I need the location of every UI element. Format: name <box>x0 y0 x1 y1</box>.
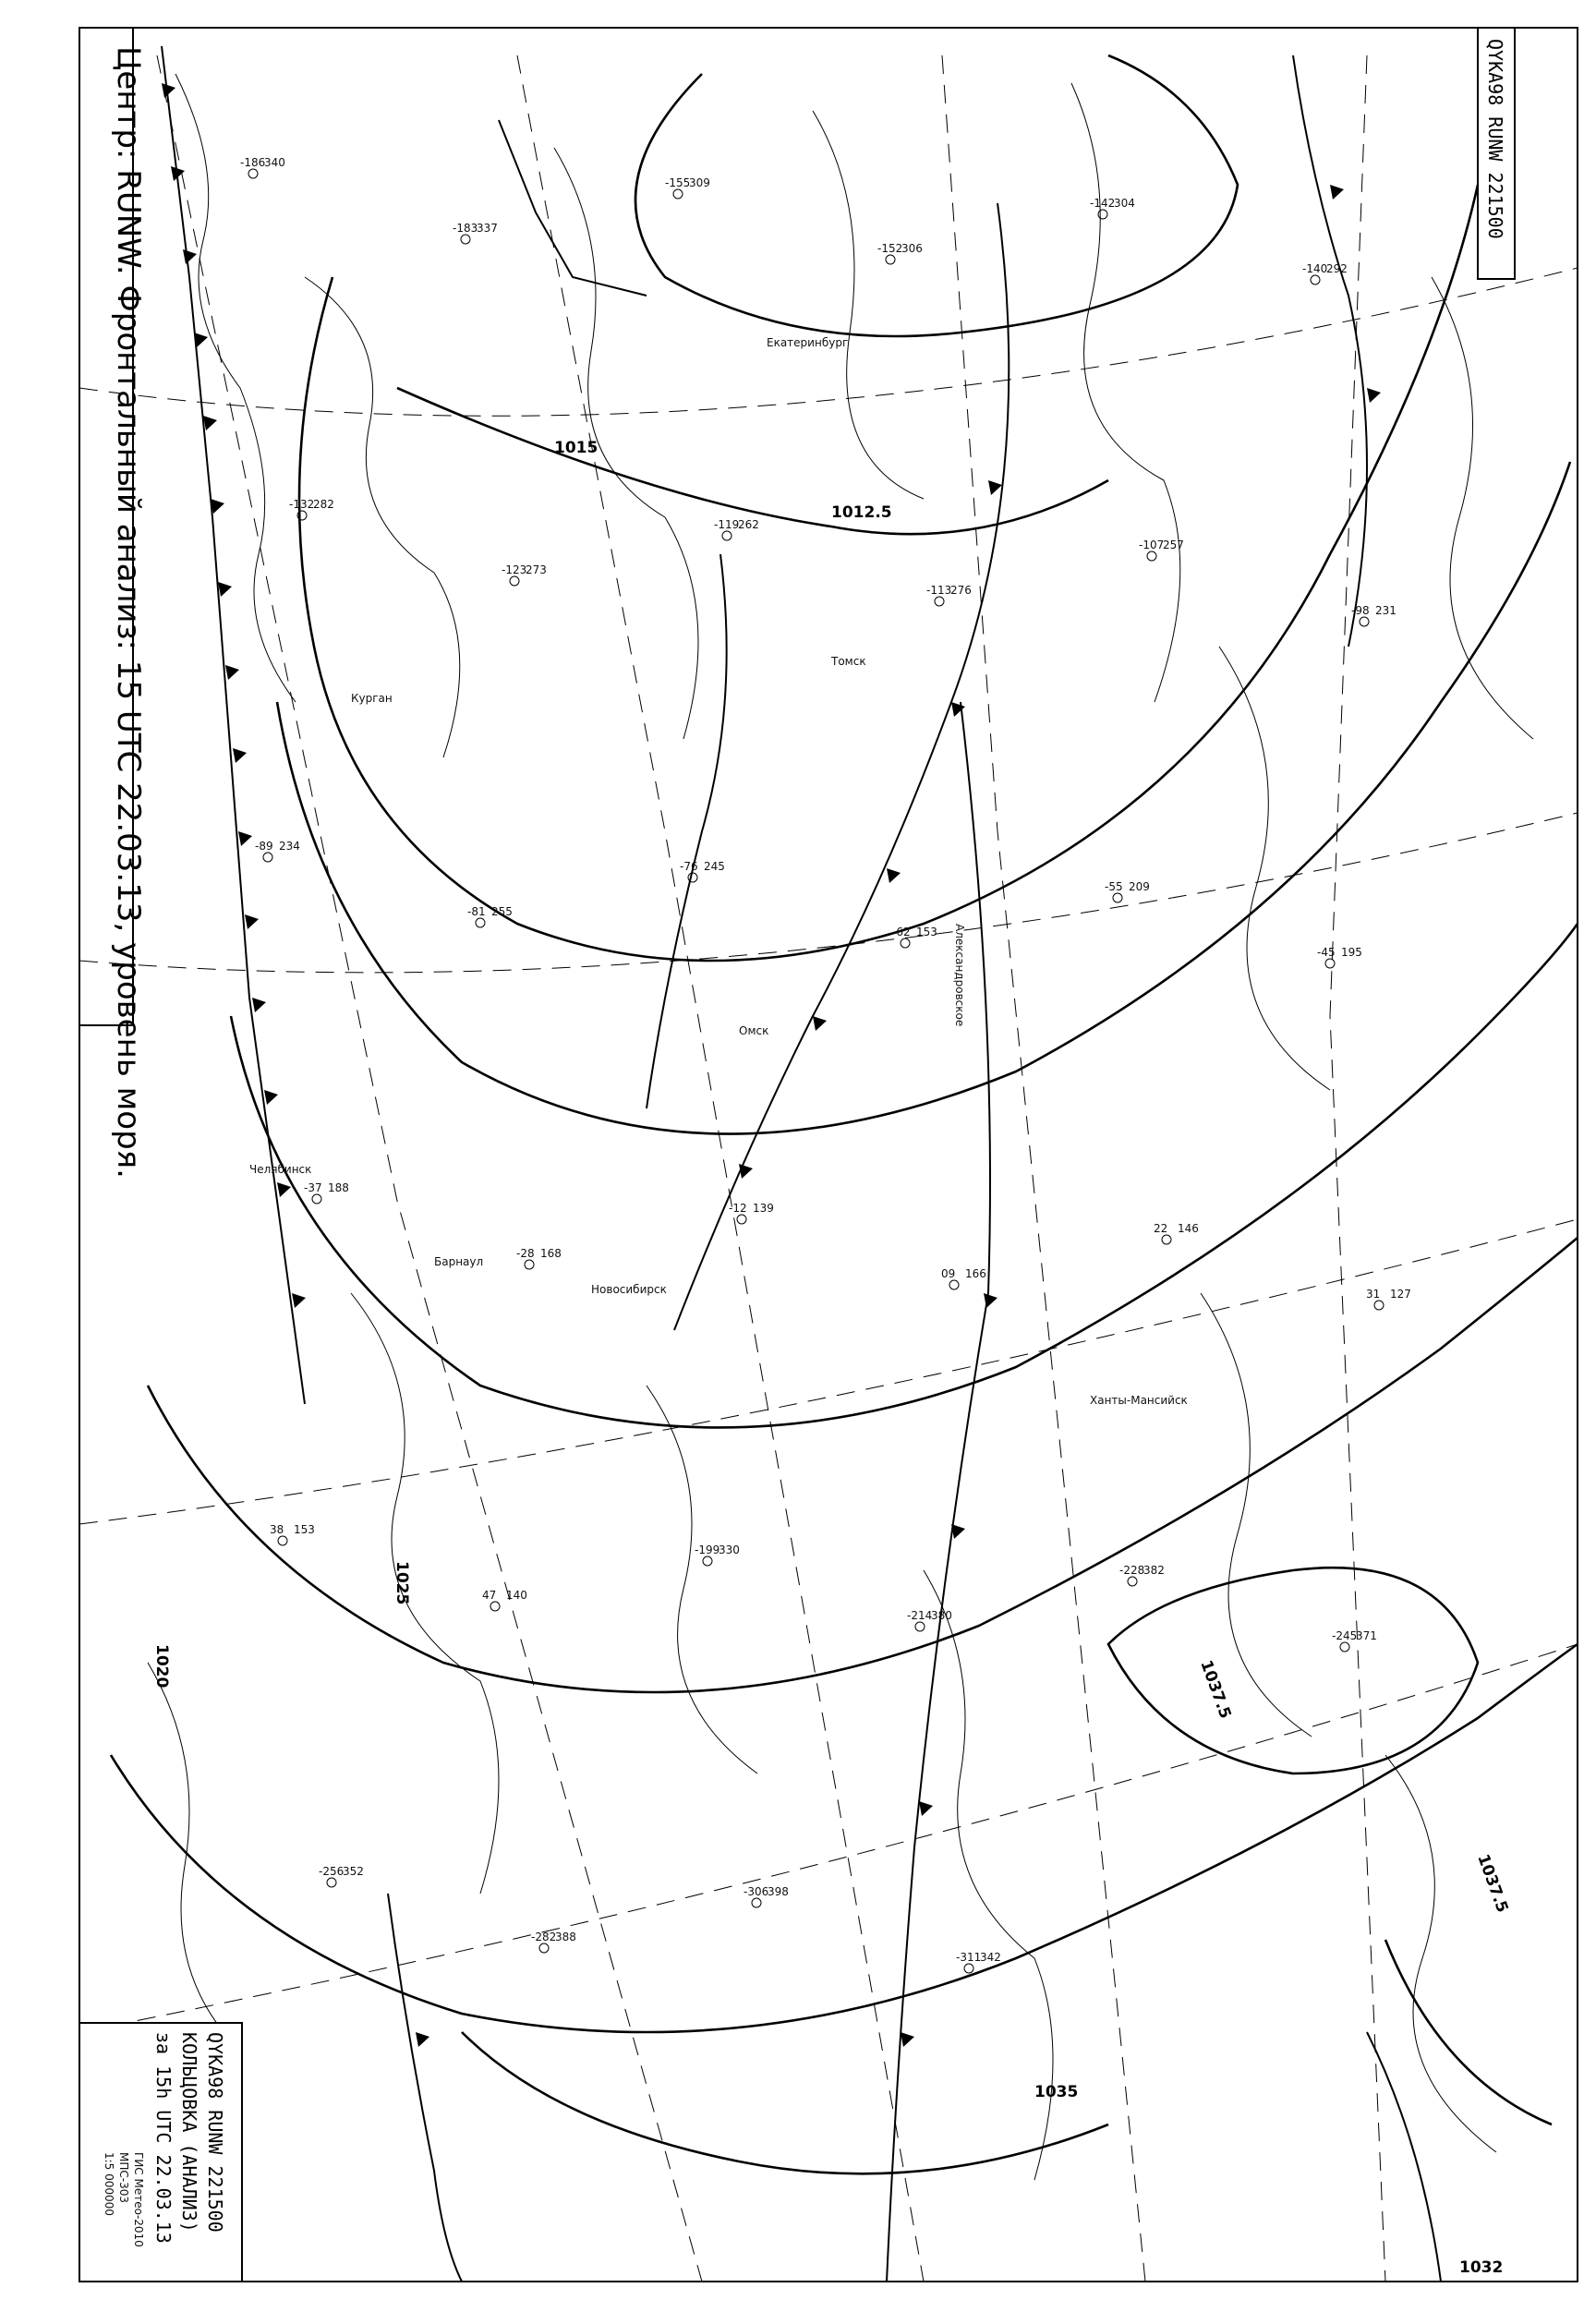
station-value: 282 <box>313 498 334 511</box>
station-circle <box>1360 617 1369 626</box>
station-circle <box>949 1280 959 1289</box>
station-pressure: -113 <box>926 584 952 597</box>
station-circle <box>1098 210 1107 219</box>
station-value: 195 <box>1341 946 1362 959</box>
station-pressure: -12 <box>729 1202 747 1215</box>
station-plot <box>270 1523 315 1545</box>
info-line: КОЛЬЦОВКА (АНАЛИЗ) <box>178 2032 200 2233</box>
station-circle <box>964 1964 973 1973</box>
station-plot <box>1154 1222 1199 1244</box>
station-plot <box>877 242 923 264</box>
station-circle <box>737 1215 746 1224</box>
station-value: 209 <box>1129 880 1150 893</box>
station-circle <box>1374 1301 1384 1310</box>
station-pressure: -119 <box>714 518 740 531</box>
station-circle <box>1340 1642 1349 1652</box>
isobar-label: 1037.5 <box>1196 1657 1235 1722</box>
geographic-outlines <box>148 74 1533 2180</box>
station-value: 337 <box>477 222 498 235</box>
city-label: Челябинск <box>249 1163 312 1176</box>
station-circle <box>312 1194 321 1204</box>
station-plot <box>1366 1288 1411 1310</box>
station-value: 380 <box>931 1609 952 1622</box>
station-pressure: -214 <box>907 1609 933 1622</box>
station-value: 168 <box>540 1247 562 1260</box>
station-circle <box>722 531 732 540</box>
station-circle <box>476 918 485 927</box>
station-value: 127 <box>1390 1288 1411 1301</box>
station-circle <box>525 1260 534 1269</box>
station-circle <box>915 1622 925 1631</box>
station-value: 273 <box>526 563 547 576</box>
station-value: 255 <box>491 905 513 918</box>
station-pressure: -311 <box>956 1951 982 1964</box>
station-value: 140 <box>506 1589 527 1602</box>
station-circle <box>461 235 470 244</box>
station-circle <box>1325 959 1335 968</box>
station-pressure: -55 <box>1105 880 1123 893</box>
info-line: 1:5 000000 <box>103 2152 115 2216</box>
station-plot <box>255 840 300 862</box>
station-value: 292 <box>1326 262 1348 275</box>
city-label: Новосибирск <box>591 1283 667 1296</box>
front-markers <box>162 83 1381 2047</box>
station-pressure: -228 <box>1119 1564 1145 1577</box>
station-value: 342 <box>980 1951 1001 1964</box>
city-label: Омск <box>739 1024 769 1037</box>
station-plot <box>453 222 498 244</box>
station-pressure: -76 <box>680 860 698 873</box>
city-label: Курган <box>351 692 393 705</box>
station-plot <box>516 1247 562 1269</box>
station-value: 139 <box>753 1202 774 1215</box>
station-plot <box>1105 880 1150 902</box>
station-circle <box>1128 1577 1137 1586</box>
station-pressure: 31 <box>1366 1288 1381 1301</box>
station-value: 188 <box>328 1181 349 1194</box>
station-pressure: 38 <box>270 1523 284 1536</box>
station-value: 276 <box>950 584 972 597</box>
station-value: 352 <box>343 1865 364 1878</box>
station-pressure: -142 <box>1090 197 1116 210</box>
station-value: 306 <box>901 242 923 255</box>
station-plot <box>502 563 547 586</box>
station-circle <box>752 1898 761 1907</box>
station-pressure: -62 <box>892 926 911 938</box>
station-value: 262 <box>738 518 759 531</box>
station-plot <box>956 1951 1001 1973</box>
isobar-label: 1015 <box>554 439 598 457</box>
station-plots <box>240 156 1411 1973</box>
station-pressure: -152 <box>877 242 903 255</box>
station-circle <box>490 1602 500 1611</box>
station-circle <box>327 1878 336 1887</box>
header-code: QYKA98 RUNW 221500 <box>1484 39 1506 239</box>
station-value: 146 <box>1178 1222 1199 1235</box>
station-pressure: -306 <box>744 1885 769 1898</box>
station-pressure: -256 <box>319 1865 345 1878</box>
station-pressure: 47 <box>482 1589 497 1602</box>
isobar-label: 1012.5 <box>831 503 892 522</box>
city-label: Томск <box>831 655 866 668</box>
map-frame <box>79 28 1578 2282</box>
isobar-label: 1032 <box>1459 2258 1504 2277</box>
station-pressure: -98 <box>1351 604 1370 617</box>
info-line: ГИС Метео-2010 <box>132 2152 145 2247</box>
city-label: Александровское <box>953 924 966 1027</box>
station-circle <box>1311 275 1320 284</box>
station-plot <box>1090 197 1135 219</box>
info-line: за 15h UTC 22.03.13 <box>152 2032 175 2244</box>
city-label: Ханты-Мансийск <box>1090 1394 1188 1407</box>
station-value: 245 <box>704 860 725 873</box>
city-label: Барнаул <box>434 1255 484 1268</box>
isobars <box>111 55 1578 2173</box>
station-plot <box>482 1589 527 1611</box>
isobar-label: 1025 <box>393 1561 411 1605</box>
station-value: 388 <box>555 1931 576 1943</box>
station-value: 340 <box>264 156 285 169</box>
station-plot <box>1332 1629 1377 1652</box>
station-circle <box>248 169 258 178</box>
station-pressure: -28 <box>516 1247 535 1260</box>
station-plot <box>744 1885 789 1907</box>
station-pressure: 09 <box>941 1267 956 1280</box>
station-value: 330 <box>719 1543 740 1556</box>
station-plot <box>680 860 725 882</box>
station-value: 304 <box>1114 197 1135 210</box>
city-label: Екатеринбург <box>767 336 849 349</box>
station-plot <box>304 1181 349 1204</box>
station-plot <box>729 1202 774 1224</box>
station-plot <box>240 156 285 178</box>
station-circle <box>886 255 895 264</box>
station-circle <box>510 576 519 586</box>
station-value: 257 <box>1163 539 1184 551</box>
station-plot <box>1317 946 1362 968</box>
station-plot <box>1119 1564 1165 1586</box>
station-value: 231 <box>1375 604 1396 617</box>
station-circle <box>688 873 697 882</box>
station-plot <box>319 1865 364 1887</box>
station-value: 309 <box>689 176 710 189</box>
isobar-label: 1037.5 <box>1473 1851 1512 1916</box>
station-value: 382 <box>1143 1564 1165 1577</box>
map-title: Центр: RUNW. Фронтальный анализ: 15 UTC 22.03.13, уровень моря. <box>110 46 147 1179</box>
station-plot <box>289 498 334 520</box>
station-circle <box>1147 551 1156 561</box>
station-value: 166 <box>965 1267 986 1280</box>
station-plot <box>714 518 759 540</box>
station-pressure: -107 <box>1139 539 1165 551</box>
station-pressure: -37 <box>304 1181 322 1194</box>
station-pressure: -282 <box>531 1931 557 1943</box>
station-circle <box>935 597 944 606</box>
info-line: МПС-303 <box>117 2152 130 2203</box>
station-value: 371 <box>1356 1629 1377 1642</box>
station-pressure: -199 <box>695 1543 720 1556</box>
station-pressure: -245 <box>1332 1629 1358 1642</box>
station-pressure: 22 <box>1154 1222 1168 1235</box>
station-circle <box>1113 893 1122 902</box>
station-pressure: -186 <box>240 156 266 169</box>
station-pressure: -123 <box>502 563 527 576</box>
station-plot <box>665 176 710 199</box>
isobar-label: 1035 <box>1034 2083 1079 2101</box>
station-plot <box>695 1543 740 1566</box>
station-plot <box>1351 604 1396 626</box>
station-plot <box>926 584 972 606</box>
station-circle <box>901 938 910 948</box>
station-circle <box>673 189 683 199</box>
isobar-labels <box>152 439 1512 2277</box>
station-value: 398 <box>768 1885 789 1898</box>
station-circle <box>1162 1235 1171 1244</box>
station-plot <box>1302 262 1348 284</box>
station-circle <box>278 1536 287 1545</box>
station-pressure: -155 <box>665 176 691 189</box>
station-value: 153 <box>916 926 937 938</box>
station-value: 234 <box>279 840 300 853</box>
station-plot <box>1139 539 1184 561</box>
info-line: QYKA98 RUNW 221500 <box>204 2032 226 2233</box>
station-pressure: -132 <box>289 498 315 511</box>
station-circle <box>703 1556 712 1566</box>
station-pressure: -140 <box>1302 262 1328 275</box>
station-plot <box>531 1931 576 1953</box>
isobar-label: 1020 <box>152 1644 171 1689</box>
station-value: 153 <box>294 1523 315 1536</box>
station-circle <box>539 1943 549 1953</box>
station-pressure: -183 <box>453 222 478 235</box>
station-plot <box>941 1267 986 1289</box>
station-circle <box>263 853 272 862</box>
station-pressure: -45 <box>1317 946 1336 959</box>
station-pressure: -89 <box>255 840 273 853</box>
station-pressure: -81 <box>467 905 486 918</box>
weather-fronts <box>162 46 1441 2282</box>
station-plot <box>907 1609 952 1631</box>
